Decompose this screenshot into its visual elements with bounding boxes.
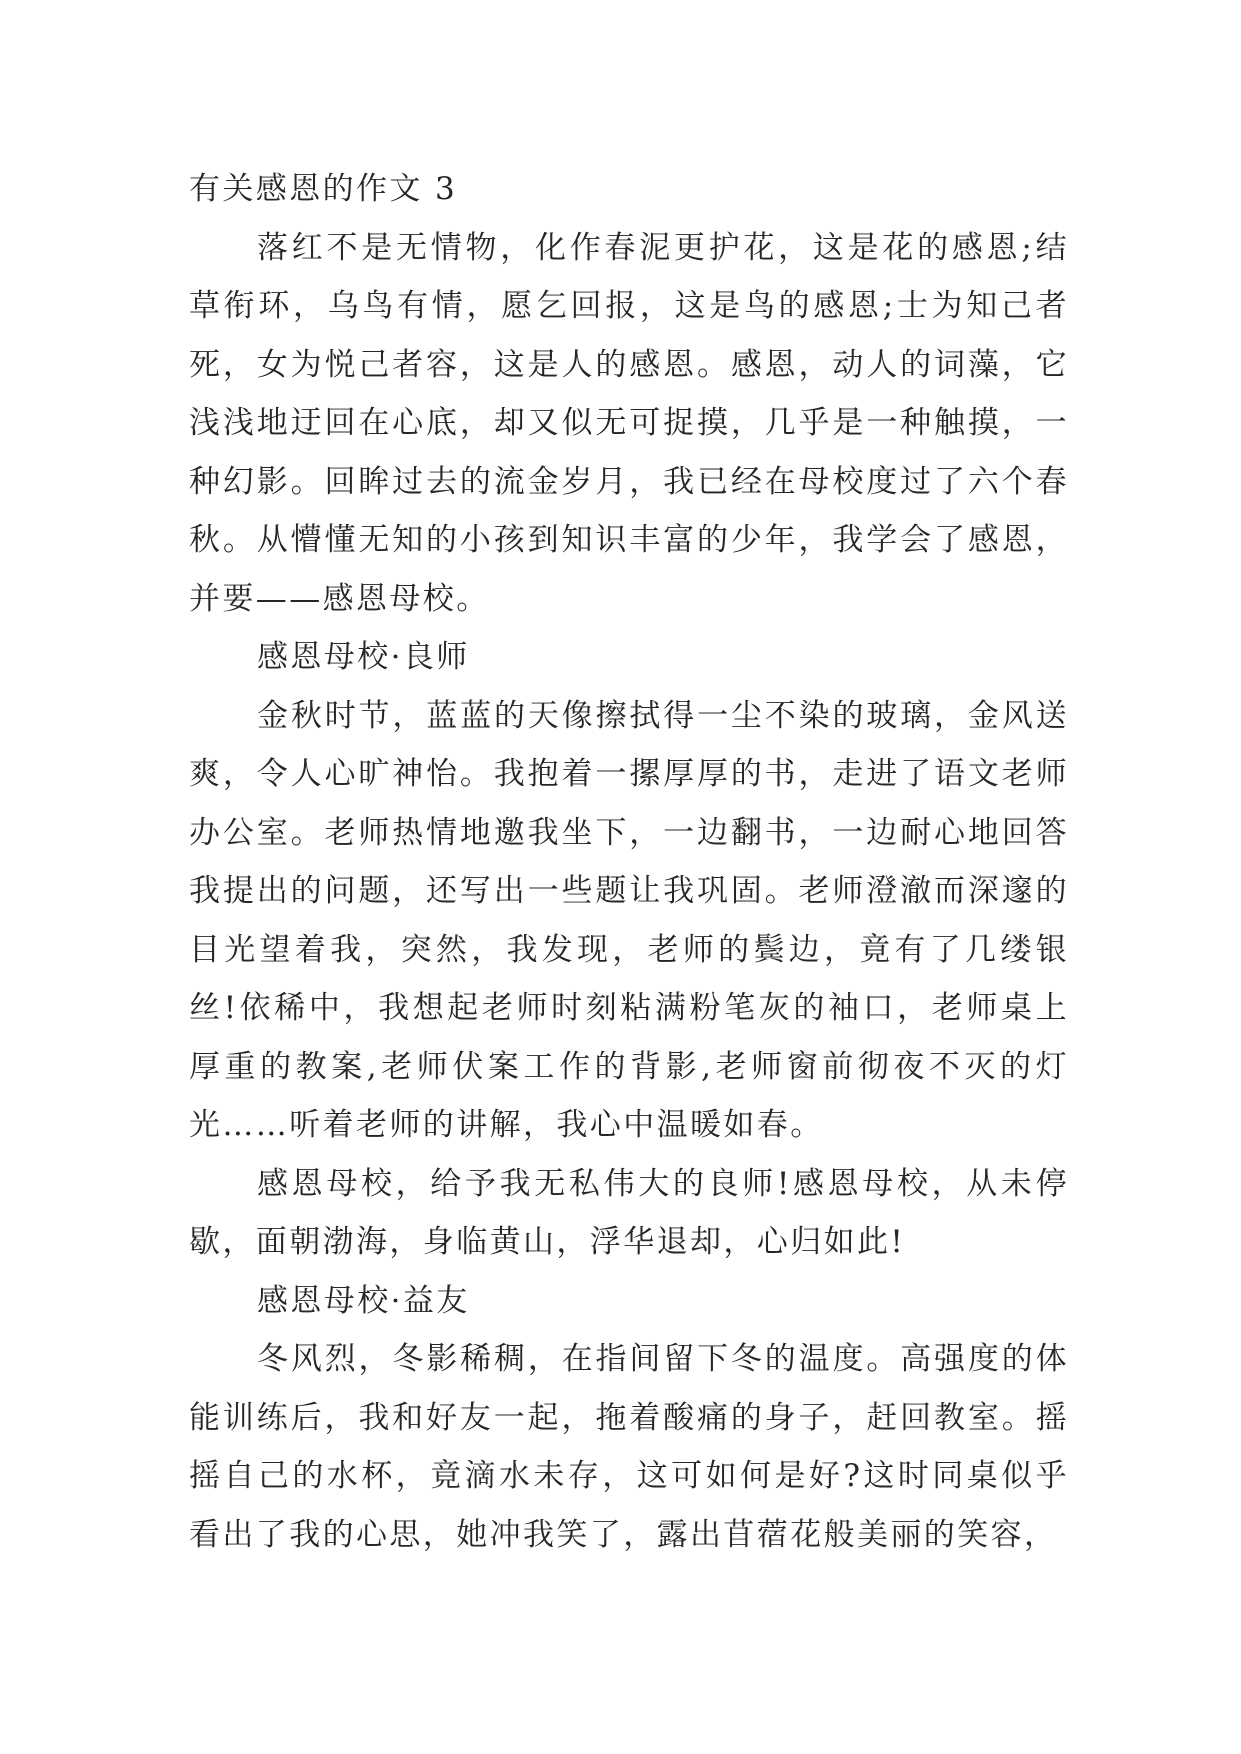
document-title: 有关感恩的作文 3 xyxy=(189,171,458,207)
paragraph-friend-story: 冬风烈，冬影稀稠，在指间留下冬的温度。高强度的体能训练后，我和好友一起，拖着酸痛的身子，赶回教室。摇摇自己的水杯，竟滴水未存，这可如何是好?这时同桌似乎看出了我的心思，她冲我笑了，露出苜蓿花般美丽的笑容， xyxy=(189,1341,1069,1553)
paragraph-intro: 落红不是无情物，化作春泥更护花，这是花的感恩;结草衔环，乌鸟有情，愿乞回报，这是鸟的感恩;士为知己者死，女为悦己者容，这是人的感恩。感恩，动人的词藻，它浅浅地迂回在心底，却又似无可捉摸，几乎是一种触摸，一种幻影。回眸过去的流金岁月，我已经在母校度过了六个春秋。从懵懂无知的小孩到知识丰富的少年，我学会了感恩，并要——感恩母校。 xyxy=(189,229,1069,617)
paragraph-teacher-story: 金秋时节，蓝蓝的天像擦拭得一尘不染的玻璃，金风送爽，令人心旷神怡。我抱着一摞厚厚的书，走进了语文老师办公室。老师热情地邀我坐下，一边翻书，一边耐心地回答我提出的问题，还写出一些题让我巩固。老师澄澈而深邃的目光望着我，突然，我发现，老师的鬓边，竟有了几缕银丝!依稀中，我想起老师时刻粘满粉笔灰的袖口，老师桌上厚重的教案,老师伏案工作的背影,老师窗前彻夜不灭的灯光……听着老师的讲解，我心中温暖如春。 xyxy=(189,697,1069,1143)
section-heading-friend: 感恩母校·益友 xyxy=(257,1282,470,1319)
paragraph-teacher-thanks: 感恩母校，给予我无私伟大的良师!感恩母校，从未停歇，面朝渤海，身临黄山，浮华退却，心归如此! xyxy=(189,1165,1069,1260)
document-body xyxy=(189,160,1069,1564)
section-heading-teacher: 感恩母校·良师 xyxy=(257,639,470,675)
